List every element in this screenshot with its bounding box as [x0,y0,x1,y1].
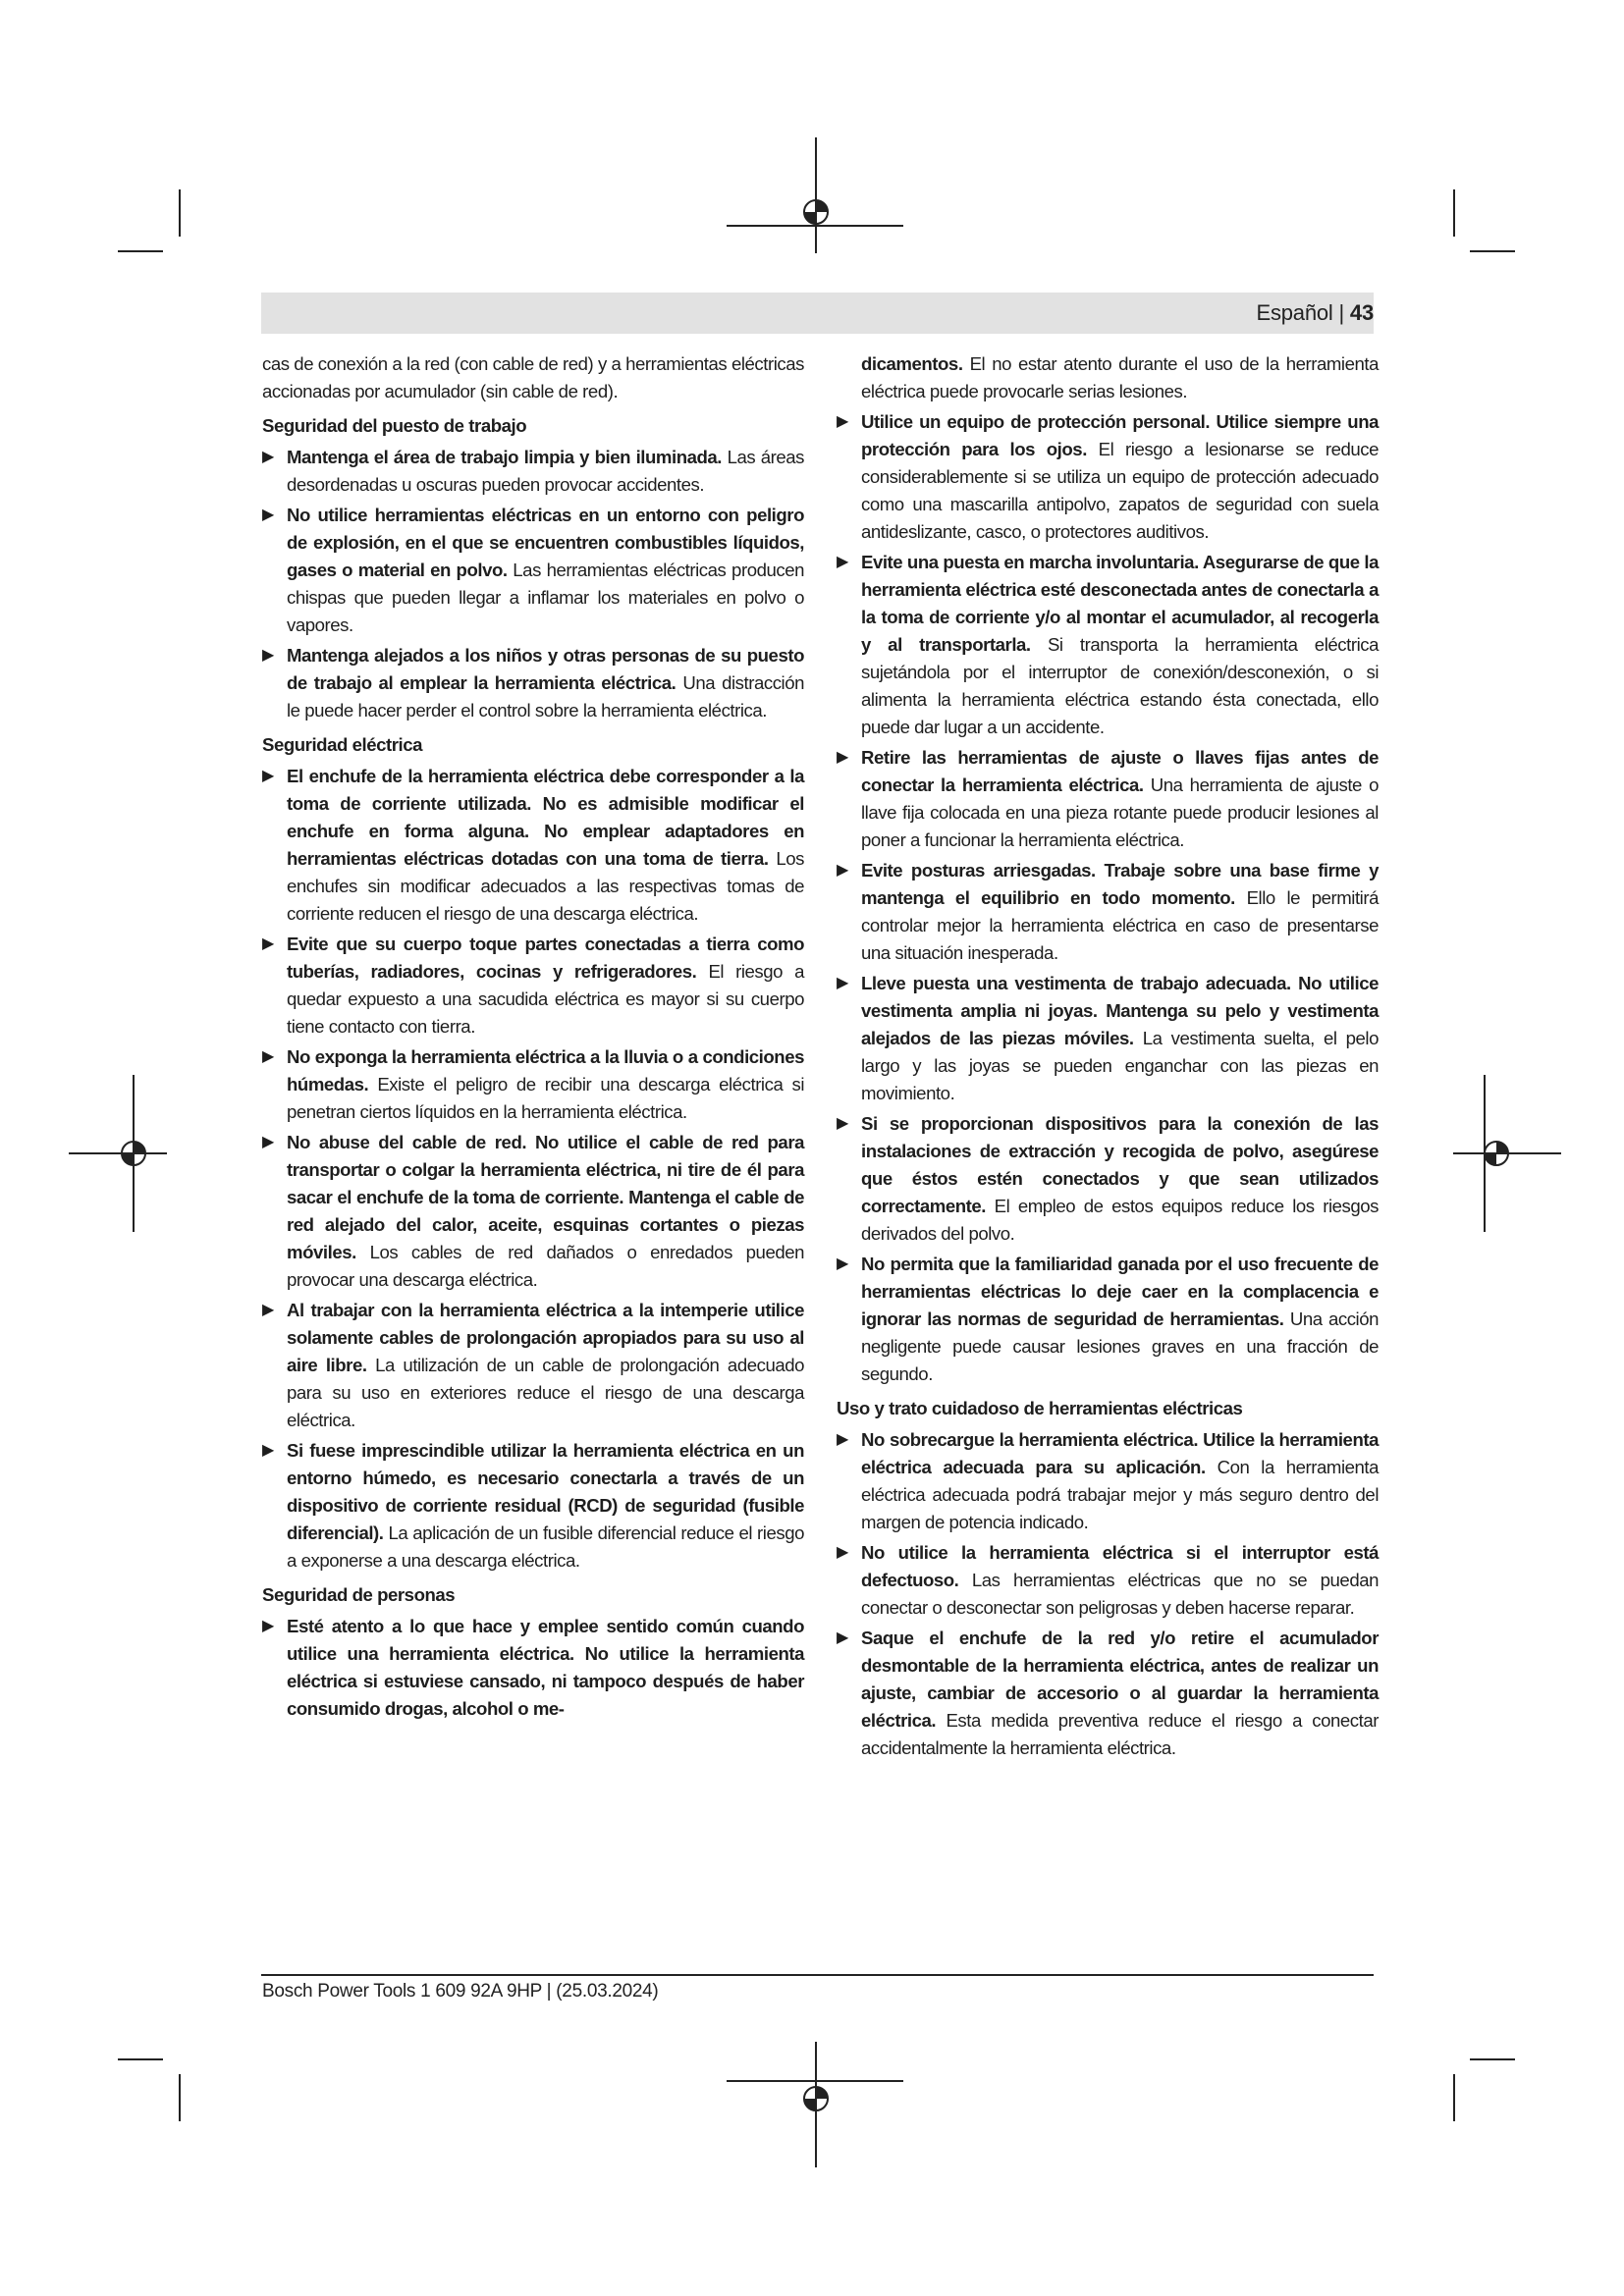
right-column [837,350,1379,1765]
section-heading: Uso y trato cuidadoso de herramientas eléctricas [837,1398,1243,1418]
list-item: ▶ Al trabajar con la herramienta eléctrica a la intemperie utilice solamente cables de prolongación apropiados para su uso al aire libre. La utilización de un cable de prolongación adecuado para su uso en exteriores reduce el riesgo de una descarga eléctrica. [262,1297,804,1434]
footer-rule [261,1974,1374,1976]
bullet-arrow-icon: ▶ [837,1629,849,1646]
section-name: Español [1256,300,1333,325]
list-item: ▶ No abuse del cable de red. No utilice el cable de red para transportar o colgar la herramienta eléctrica, ni tire de él para sacar el enchufe de la toma de corriente. Mantenga el cable de red alejado del calor, aceite, esquinas cortantes o piezas móviles. Los cables de red dañados o enredados pueden provocar una descarga eléctrica. [262,1129,804,1294]
section-heading: Seguridad del puesto de trabajo [262,415,527,436]
list-item: ▶ Utilice un equipo de protección personal. Utilice siempre una protección para los ojos. El riesgo a lesionarse se reduce considerablemente si se utiliza un equipo de protección adecuado como una mascarilla antipolvo, zapatos de seguridad con suela antideslizante, casco, o protectores auditivos. [837,408,1379,546]
list-item: ▶ No utilice la herramienta eléctrica si el interruptor está defectuoso. Las herramientas eléctricas que no se puedan conectar o desconectar son peligrosas y deben hacerse reparar. [837,1539,1379,1622]
registration-mark-icon [727,137,903,255]
crop-mark [118,2058,163,2060]
list-item: ▶ No utilice herramientas eléctricas en un entorno con peligro de explosión, en el que se encuentren combustibles líquidos, gases o material en polvo. Las herramientas eléctricas producen chispas que pueden llegar a inflamar los materiales en polvo o vapores. [262,502,804,639]
list-item: ▶ Si se proporcionan dispositivos para la conexión de las instalaciones de extracción y recogida de polvo, asegúrese que éstos estén conectados y que sean utilizados correctamente. El empleo de estos equipos reduce los riesgos derivados del polvo. [837,1110,1379,1248]
registration-mark-icon [69,1075,167,1232]
crop-mark [1470,250,1515,252]
bullet-arrow-icon: ▶ [262,935,275,952]
list-item: ▶ Retire las herramientas de ajuste o llaves fijas antes de conectar la herramienta eléctrica. Una herramienta de ajuste o llave fija colocada en una pieza rotante puede producir lesiones al poner a funcionar la herramienta eléctrica. [837,744,1379,854]
bullet-arrow-icon: ▶ [262,1442,275,1459]
bullet-arrow-icon: ▶ [837,749,849,766]
list-item: ▶ Evite que su cuerpo toque partes conectadas a tierra como tuberías, radiadores, cocinas y refrigeradores. El riesgo a quedar expuesto a una sacudida eléctrica es mayor si su cuerpo tiene contacto con tierra. [262,931,804,1041]
bullet-arrow-icon: ▶ [837,413,849,430]
list-item: ▶ Mantenga el área de trabajo limpia y bien iluminada. Las áreas desordenadas u oscuras pueden provocar accidentes. [262,444,804,499]
registration-mark-icon [727,2042,903,2169]
bullet-arrow-icon: ▶ [837,975,849,991]
running-header: Español | 43 [1256,300,1374,325]
bullet-arrow-icon: ▶ [837,1255,849,1272]
crop-mark [179,189,181,237]
list-item: ▶ No sobrecargue la herramienta eléctrica. Utilice la herramienta eléctrica adecuada para su aplicación. Con la herramienta eléctrica adecuada podrá trabajar mejor y más seguro dentro del margen de potencia indicado. [837,1426,1379,1536]
crop-mark [1470,2058,1515,2060]
list-item: ▶ No exponga la herramienta eléctrica a la lluvia o a condiciones húmedas. Existe el peligro de recibir una descarga eléctrica si penetran ciertos líquidos en la herramienta eléctrica. [262,1043,804,1126]
list-item: ▶ Mantenga alejados a los niños y otras personas de su puesto de trabajo al emplear la herramienta eléctrica. Una distracción le puede hacer perder el control sobre la herramienta eléctrica. [262,642,804,724]
list-item: ▶ Si fuese imprescindible utilizar la herramienta eléctrica en un entorno húmedo, es necesario conectarla a través de un dispositivo de corriente residual (RCD) de seguridad (fusible diferencial). La aplicación de un fusible diferencial reduce el riesgo a exponerse a una descarga eléctrica. [262,1437,804,1575]
intro-paragraph: cas de conexión a la red (con cable de red) y a herramientas eléctricas accionadas por acumulador (sin cable de red). [262,353,804,401]
page-number: 43 [1349,300,1374,325]
bullet-arrow-icon: ▶ [262,1134,275,1150]
list-item: ▶ Saque el enchufe de la red y/o retire el acumulador desmontable de la herramienta eléctrica, antes de realizar un ajuste, cambiar de accesorio o al guardar la herramienta eléctrica. Esta medida preventiva reduce el riesgo a conectar accidentalmente la herramienta eléctrica. [837,1625,1379,1762]
left-column [262,350,804,1726]
bullet-arrow-icon: ▶ [262,1618,275,1634]
header-band [261,293,1374,334]
bullet-arrow-icon: ▶ [837,1544,849,1561]
list-item: ▶ Esté atento a lo que hace y emplee sentido común cuando utilice una herramienta eléctrica. No utilice la herramienta eléctrica si estuviese cansado, ni tampoco después de haber consumido drogas, alcohol o me- [262,1613,804,1723]
list-item: ▶ El enchufe de la herramienta eléctrica debe corresponder a la toma de corriente utilizada. No es admisible modificar el enchufe en forma alguna. No emplear adaptadores en herramientas eléctricas dotadas con una toma de tierra. Los enchufes sin modificar adecuados a las respectivas tomas de corriente reducen el riesgo de una descarga eléctrica. [262,763,804,928]
section-heading: Seguridad eléctrica [262,734,422,755]
bullet-arrow-icon: ▶ [262,768,275,784]
bullet-arrow-icon: ▶ [837,1431,849,1448]
bullet-arrow-icon: ▶ [262,449,275,465]
bullet-arrow-icon: ▶ [837,1115,849,1132]
bullet-arrow-icon: ▶ [262,647,275,664]
crop-mark [1453,189,1455,237]
crop-mark [118,250,163,252]
crop-mark [179,2074,181,2121]
footer-text: Bosch Power Tools 1 609 92A 9HP | (25.03.2024) [262,1981,659,2002]
list-item: ▶ Evite una puesta en marcha involuntaria. Asegurarse de que la herramienta eléctrica esté desconectada antes de conectarla a la toma de corriente y/o al montar el acumulador, al recogerla y al transportarla. Si transporta la herramienta eléctrica sujetándola por el interruptor de conexión/desconexión, o si alimenta la herramienta eléctrica estando ésta conectada, ello puede dar lugar a un accidente. [837,549,1379,741]
bullet-arrow-icon: ▶ [837,554,849,570]
list-item: ▶ Lleve puesta una vestimenta de trabajo adecuada. No utilice vestimenta amplia ni joyas. Mantenga su pelo y vestimenta alejados de las piezas móviles. La vestimenta suelta, el pelo largo y las joyas se pueden enganchar con las piezas en movimiento. [837,970,1379,1107]
crop-mark [1453,2074,1455,2121]
section-heading: Seguridad de personas [262,1584,456,1605]
list-item-continued: dicamentos. El no estar atento durante el uso de la herramienta eléctrica puede provocarle serias lesiones. [861,353,1379,401]
bullet-arrow-icon: ▶ [262,1302,275,1318]
bullet-arrow-icon: ▶ [837,862,849,879]
registration-mark-icon [1453,1075,1561,1232]
list-item: ▶ No permita que la familiaridad ganada por el uso frecuente de herramientas eléctricas lo deje caer en la complacencia e ignorar las normas de seguridad de herramientas. Una acción negligente puede causar lesiones graves en una fracción de segundo. [837,1251,1379,1388]
bullet-arrow-icon: ▶ [262,507,275,523]
bullet-arrow-icon: ▶ [262,1048,275,1065]
list-item: ▶ Evite posturas arriesgadas. Trabaje sobre una base firme y mantenga el equilibrio en todo momento. Ello le permitirá controlar mejor la herramienta eléctrica en caso de presentarse una situación inesperada. [837,857,1379,967]
